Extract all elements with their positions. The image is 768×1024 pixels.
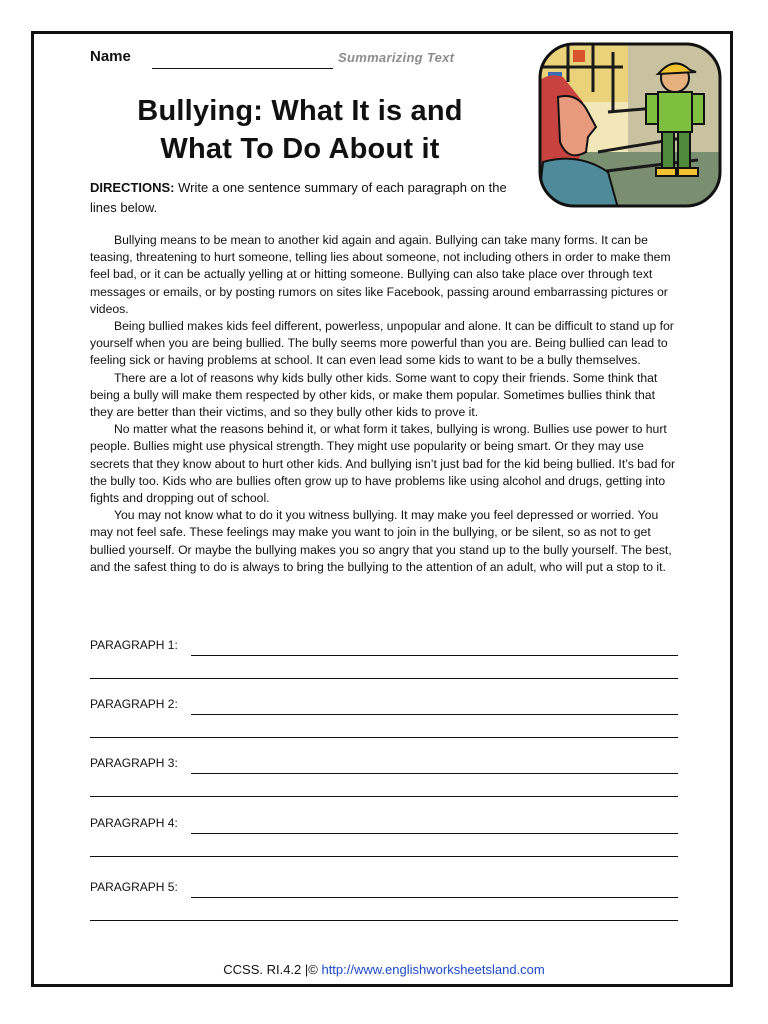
footer [0,962,768,977]
summary-answer-line-1b[interactable] [90,678,678,679]
summary-answer-line-3b[interactable] [90,796,678,797]
passage-paragraph-5: You may not know what to do it you witness bullying. It may make you feel depressed or worried. You may not feel safe. These feelings may make you want to join in the bullying, or be silent, so as not to get bullied yourself. Or maybe the bullying makes you so angry that you stand up to the bully yourself. The best, and the safest thing to do is always to bring the bullying to the attention of an adult, who will put a stop to it. [90,508,672,574]
directions [90,178,510,218]
summary-answer-line-3a[interactable] [191,773,678,774]
passage-paragraph-4: No matter what the reasons behind it, or what form it takes, bullying is wrong. Bullies use power to hurt people. Bullies might use physical strength. They might use popularity or being smart. Or they may use secrets that they know about to hurt other kids. And bullying isn’t just bad for the kid being bullied. It’s bad for the bully too. Kids who are bullies often grow up to have problems like using alcohol and drugs, getting into fights and dropping out of school. [90,422,676,506]
bullying-clipart-icon [538,42,722,208]
summary-answer-line-2b[interactable] [90,737,678,738]
passage-paragraph-3: There are a lot of reasons why kids bully other kids. Some want to copy their friends. Some think that being a bully will make them respected by other kids, or make them popular. Sometimes bullies think that they are better than their victims, and so they bully other kids to prove it. [90,370,658,420]
summary-label-1: PARAGRAPH 1: [90,638,178,652]
footer-link[interactable]: http://www.englishworksheetsland.com [321,962,545,977]
summary-answer-line-5b[interactable] [90,920,678,921]
summary-answer-line-5a[interactable] [191,897,678,898]
summary-label-3: PARAGRAPH 3: [90,756,178,770]
subject-label: Summarizing Text [338,50,455,65]
worksheet-title [60,92,540,168]
footer-citation: CCSS. RI.4.2 |© [223,962,322,977]
summary-label-4: PARAGRAPH 4: [90,816,178,830]
summary-answer-line-1a[interactable] [191,655,678,656]
name-label: Name [90,48,131,65]
summary-answer-line-4b[interactable] [90,856,678,857]
summary-answer-line-2a[interactable] [191,714,678,715]
title-line-2: What To Do About it [160,133,440,165]
passage-paragraph-1: Bullying means to be mean to another kid again and again. Bullying can take many forms. It can be teasing, threatening to hurt someone, telling lies about someone, not including others in order to make them feel bad, or it can be actually yelling at or hitting someone. Bullying can also take place over through text messages or emails, or by posting rumors on sites like Facebook, passing around embarrassing pictures or videos. [90,233,671,316]
directions-label: DIRECTIONS: [90,180,175,195]
directions-text: Write a one sentence summary of each paragraph on the lines below. [90,180,507,215]
title-line-1: Bullying: What It is and [137,95,463,127]
summary-label-5: PARAGRAPH 5: [90,880,178,894]
reading-passage [90,232,676,576]
summary-label-2: PARAGRAPH 2: [90,697,178,711]
passage-paragraph-2: Being bullied makes kids feel different, powerless, unpopular and alone. It can be difficult to stand up for yourself when you are being bullied. The bully seems more powerful than you are. Being bullied can lead to feeling sick or having problems at school. It can even lead some kids to want to be a bully themselves. [90,319,674,368]
name-input-line[interactable] [152,68,333,69]
summary-answer-line-4a[interactable] [191,833,678,834]
